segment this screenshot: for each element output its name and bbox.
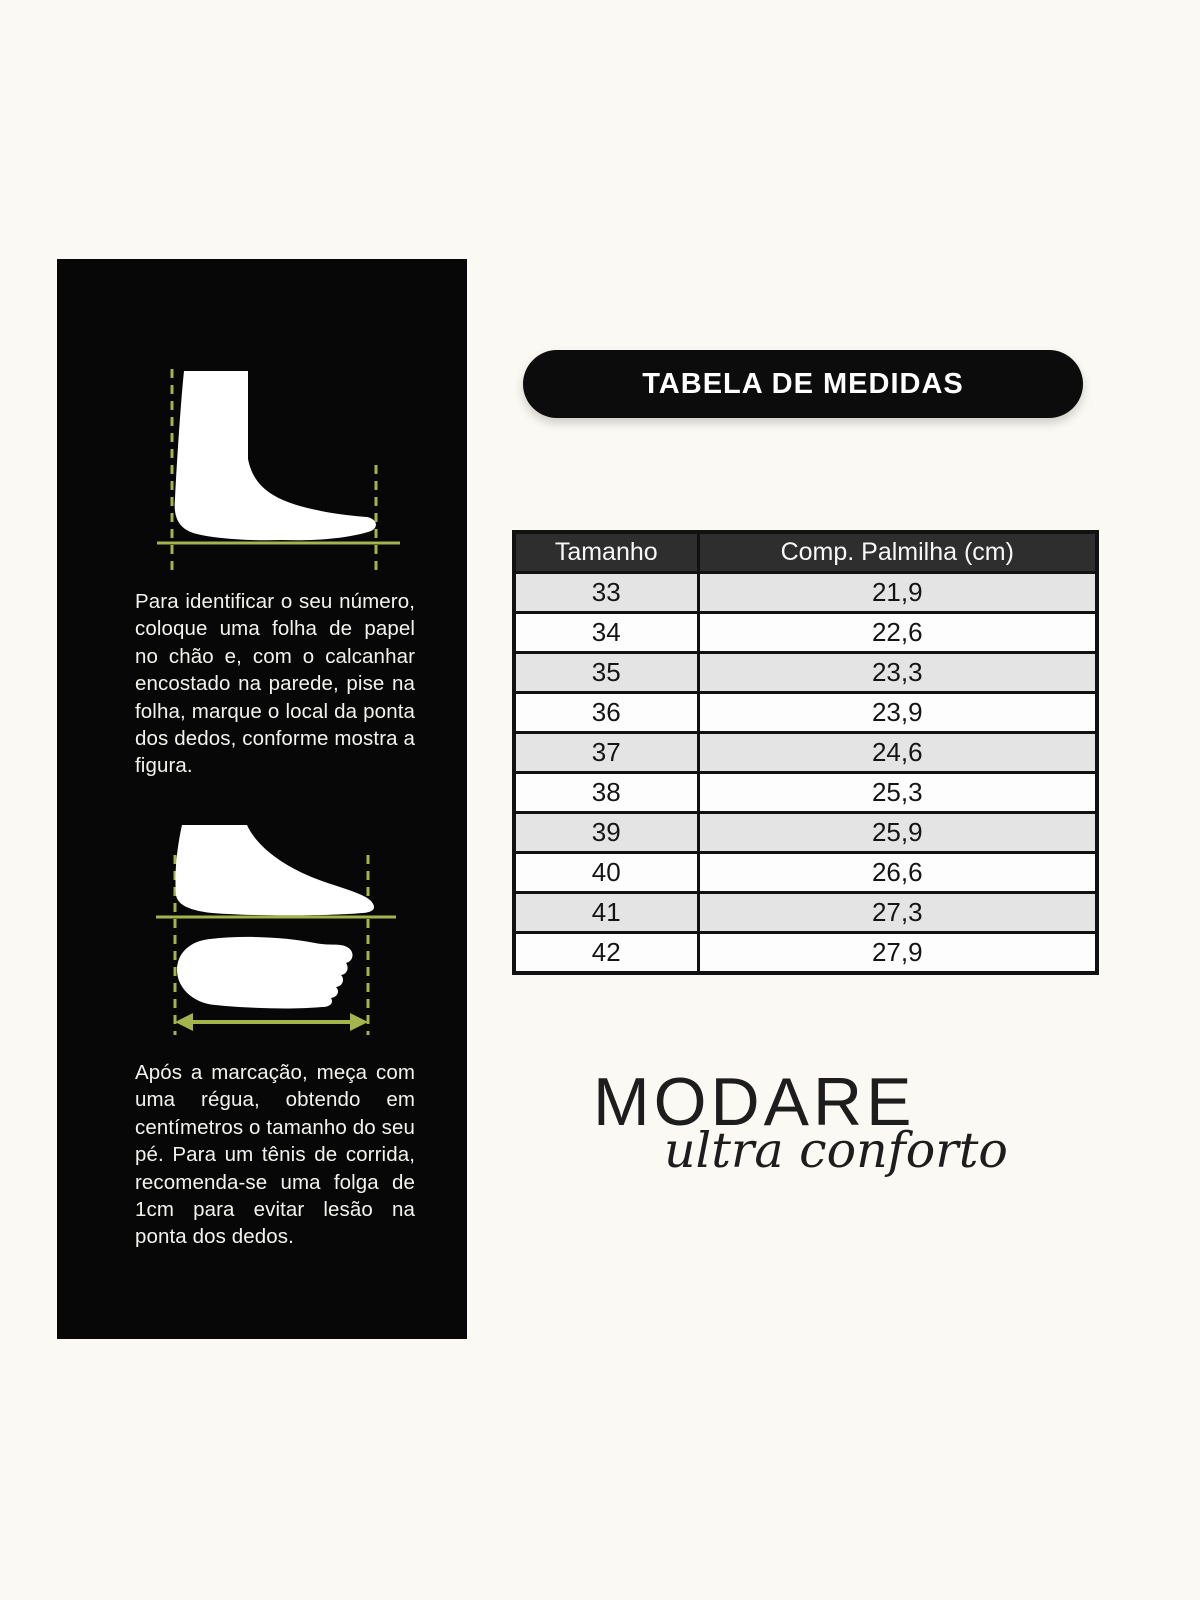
brand-tagline: ultra conforto	[664, 1122, 1008, 1179]
foot-side-icon	[175, 371, 376, 540]
size-cell: 33	[514, 573, 698, 613]
page-title: TABELA DE MEDIDAS	[642, 367, 964, 400]
size-guide-panel	[57, 259, 467, 1339]
table-row	[514, 613, 1097, 653]
instruction-line: centímetros o tamanho do seu	[135, 1115, 415, 1139]
brand-logo: MODARE	[593, 1064, 916, 1140]
table-row	[514, 933, 1097, 974]
size-cell: 41	[514, 893, 698, 933]
column-header-insole: Comp. Palmilha (cm)	[698, 532, 1097, 573]
instruction-line: dos dedos, conforme mostra a	[135, 727, 415, 751]
instruction-line: Para identificar o seu número,	[135, 590, 415, 613]
size-cell: 38	[514, 773, 698, 813]
size-cell: 39	[514, 813, 698, 853]
instruction-line: 1cm para evitar lesão na	[135, 1198, 415, 1222]
instruction-line: no chão e, com o calcanhar	[135, 644, 415, 668]
insole-cell: 24,6	[698, 733, 1097, 773]
instruction-line: coloque uma folha de papel	[135, 617, 415, 641]
table-row	[514, 733, 1097, 773]
insole-cell: 27,9	[698, 933, 1097, 974]
size-chart-title-pill	[523, 350, 1083, 418]
insole-cell: 25,3	[698, 773, 1097, 813]
instruction-line: Após a marcação, meça com	[135, 1061, 415, 1084]
insole-cell: 22,6	[698, 613, 1097, 653]
table-row	[514, 853, 1097, 893]
table-row	[514, 893, 1097, 933]
table-row	[514, 573, 1097, 613]
instruction-line: folha, marque o local da ponta	[135, 699, 415, 723]
table-row	[514, 653, 1097, 693]
size-cell: 36	[514, 693, 698, 733]
foot-side-flat-icon	[175, 825, 374, 915]
insole-cell: 21,9	[698, 573, 1097, 613]
instruction-line: encostado na parede, pise na	[135, 672, 415, 696]
size-cell: 42	[514, 933, 698, 974]
insole-cell: 25,9	[698, 813, 1097, 853]
insole-cell: 23,3	[698, 653, 1097, 693]
instruction-line: recomenda-se uma folga de	[135, 1170, 415, 1194]
instruction-line: uma régua, obtendo em	[135, 1088, 415, 1112]
instruction-line: ponta dos dedos.	[135, 1225, 294, 1249]
size-cell: 40	[514, 853, 698, 893]
insole-cell: 26,6	[698, 853, 1097, 893]
foot-length-illustration	[100, 815, 410, 1045]
size-cell: 35	[514, 653, 698, 693]
foot-measure-illustration	[100, 355, 410, 579]
measure-arrow-icon	[175, 1013, 368, 1031]
footprint-icon	[177, 937, 353, 1009]
size-cell: 34	[514, 613, 698, 653]
table-row	[514, 693, 1097, 733]
insole-cell: 27,3	[698, 893, 1097, 933]
instruction-line: pé. Para um tênis de corrida,	[135, 1143, 415, 1167]
instruction-text-2	[135, 1059, 415, 1251]
table-header-row	[514, 532, 1097, 573]
instruction-text-1	[135, 588, 415, 780]
instruction-line: figura.	[135, 754, 193, 778]
table-row	[514, 773, 1097, 813]
table-row	[514, 813, 1097, 853]
size-table	[512, 530, 1099, 975]
column-header-size: Tamanho	[514, 532, 698, 573]
insole-cell: 23,9	[698, 693, 1097, 733]
size-cell: 37	[514, 733, 698, 773]
